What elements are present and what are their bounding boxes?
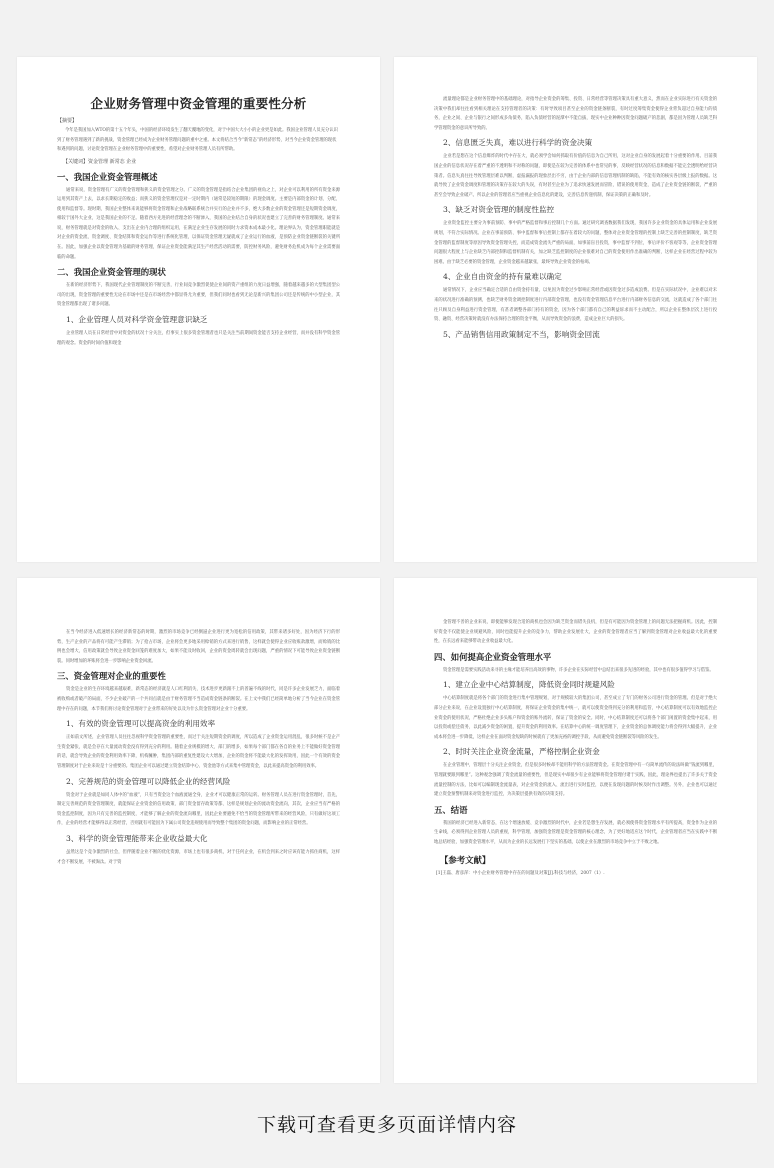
paragraph: 企业资金监控主要分为事前预防、事中的严格监督和事后控制几个方面。通过研究调查数据我们发现，我国许多企业资金的具体运用和企业发展规划，不符合实际情况。企业在事前预防、事中监督和事后控制上都存在着较大的问题，整体对企业资金管理的控制上缺乏完善的控制制度，缺乏资金管理的监督制度等原因导致资金管理失控，而造成资金流失严重的局面，如事前盲目投资，事中监督不到位，事后评价不客观等等，企业资金管理问题很大程度上与企业缺乏内部控制和监督机制有关，加之缺乏监控制度的企业很难对自己的资金使用作出准确的判断，这样企业在经营过程中较为困难。由于缺乏必要的资金管理，企业资金越来越紧张，最终导致企业资金的枯竭。 [434, 221, 717, 265]
paragraph: 正如前文所述，企业管理人员往往忽视科学资金管理的重要性，而过于关注短期资金的调度，所以造成了企业资金运用混乱，很多时候不是企产生资金紧张，就是会存在大量流动资金没有得到充分的利用。随着企业规模的增大、部门的增多，如果每个部门都在各自的业务上不能做好资金管理的话，就会导致企业的资金利用效率下降，机构臃肿，集团内部的重复性建设大大增加，企业的资金将不能最大化的发挥效用，因此一个有效的资金管理制度对于企业来说是十分重要的。集团企业可以通过建立资金结算中心、资金池等方式来集中管理资金，以此来提高资金的利用效率。 [57, 735, 340, 769]
paragraph: 在企业管理中，管理层十分关注企业资金，但是很多时候却不能用科学的方法管理资金。在资金管理中有一句简单流传的说法叫做“钱流到哪里，管理就要跟到哪里”。这种观念强调了资金流量的重要性，但是现实中却很少有企业能够将资金管理付诸于实践，因此，理论界也提出了许多关于资金流量控制的方法，比如可以编制现金流量表，对企业资金的流入、流出进行实时监控，以便在发现问题的时候及时作出调整。另外，企业也可以通过建立资金预警机制来对资金进行监控，为决策层提供有效的决策支持。 [434, 763, 717, 798]
paragraph: 流量理论都是企业财务管理中的基础理论，对指导企业资金的筹集、投资、日常经营等管理决策具有重大意义，然而在企业实际进行有关资金的决策中我们却往往看到相关理论在支持管理者的决策：有时导致项目甚至企业的资金链条断裂，有时过度筹集资金使得企业背负超过自身能力的债务，企业之间、企业与银行之间形成多角债务，陷入负债经营的泥潭中不能自拔，现实中企业种种因资金问题破产的悲剧，都是因为管理人员缺乏科学管理资金的意识所导致的。 [434, 97, 717, 131]
document-page-2 [394, 57, 757, 562]
abstract-text: 今年是我国加入WTO的第十五个年头，中国的经济环境发生了翻天覆地的变化，对于中国大大小小的企业更是如此。我国企业管理人员充分认识到了财务管理遇到了新的挑战，资金管理已经成为企业财务管理问题的重中之重。本文将结合当今“新常态”的经济形势，对当今企业资金管理的现状和遇到的问题，讨论资金管理在企业财务管理中的重要性，希望对企业财务管理人员有所帮助。 [57, 128, 338, 152]
paragraph: 资金对于企业就是如同人体中的“血液”，只有当资金这个血液流通全身，企业才可以健康正常的运转。财务管理人员在进行资金管理时，首先，制定完善规范的资金管理制度，就能保证企业资金的信用政策、部门资金留存政策等都、这样是规划企业的流动资金流向，其次，企业应当有严格的资金监控制度，因为只有完善的监控制度，才能够了解企业的资金流向哪里，因此企业要避免不恰当的资金管理所带来的经营风险，只有做好这项工作，企业的经营才能够得以正常经营，否则就有可能因为下属公司资金违规使用而导致整个集团的资金问题，而影响企业的正常经营。 [57, 792, 340, 827]
subsection-heading: 2、完善规范的资金管理可以降低企业的经营风险 [66, 776, 231, 786]
paragraph: 企业若是想在这个信息爆炸的时代中存在大，就必须学会如何抓取有价值的信息为自己所用，这对企业自身的发展起着十分重要的作用。目前我国企业的信息状况存在着严重的不透明和不对称的问题，即使是在较为完善的体系中也常见的事，反映经营状况的信息和数据不能完全透明给经营决策者。信息失真往往导致管理层难以判断，虚报漏报的现象层出不穷，由于企业内部的信息管理机制的缺陷，不能有效的核实各层级上报的数据。这就导致了企业资金调度和管理的决策存在较大的失误，有时甚至企业为了追求快速发展而冒险，错误的使用资金，造成了企业资金链的断裂，严重的甚至会导致企业破产。所以企业的管理者应当重视企业信息化的建设，完善信息传递机制，保证决策的正确和及时。 [434, 154, 717, 198]
subsection-heading: 2、信息匮乏失真，难以进行科学的资金决策 [443, 138, 593, 148]
paragraph: 通常来说，资金管理有广义的资金管理和狭义的资金管理之分。广义的资金管理是指结合企业集团的视角之上，对企业可以利用的所有资金来源运用到其资产上去，以求长期稳定的收益；而狭义的资金管理仅是对一定时期内（通常是较短的期限）的现金调度。主要是内部资金的计划、分配、使用和监督等。现时期，我国企业整体来说能够将资金管理和企业战略联系统合并实行的企业并不多，绝大多数企业的资金管理还是短期资金调度，相较于国外大企业，这是我国企业的不足。随着西方先进的经营理念的不断渗入，我国的企业结合自身的状况也建立了完善的财务管理制度。通常来说，财务管理就是对资金的收入、支出在企业内合理的组织运用，在满足企业生存发展的同时力求资本成本最小化。理论界认为，资金管理职能就是对企业的资金流、资金调度、资金结算和资金运作等进行系统化管理，以保证资金管理无疑就成了企业运行的血液，是预防企业资金链断裂的关键所在。因此，加强企业以资金管理为基础的财务管理，保证企业资金能满足其生产经营活动的需要，防控财务风险，避免财务危机成为每个企业需要面临的命题。 [57, 187, 340, 260]
document-page-3 [17, 578, 380, 1083]
paragraph: 通常情况下，企业应当确定合适的自由资金持有量，以免因为资金过少影响正常经营或因资金过多造成浪费。但是在实际状况中，企业难以对未来的状况进行准确的预测，也缺乏财务资金调控制度进行内部资金管理，也没有资金管理信息平台进行内部财务信息的交流，这就造成了各个部门往往只顾及自身利益进行资金管理，有甚者调整各部门持有的资金，因为各个部门都有自己的利益诉求而不主动配合，所以企业在整体层次上进行投资、融资、经营决策时就没有办法保持合理的资金平衡，从而导致资金的浪费，造成企业巨大的损失。 [434, 288, 717, 323]
paragraph: 资金是企业的生存环境越来越艰难，新常态的经济就是人口红利消失、技术进步更新跟不上的普遍不线的时代，同是许多企业发展乏力，面临着被收购或者破产的局面，不少企业破产的一个共同点就是由于财务管理不当造成资金链条的断裂。在上文中我们已经简单地分析了当今企业在资金管理中存在的问题，本节我们将讨论资金管理对于企业带来的好处以及为什么资金管理对企业十分重要。 [57, 687, 340, 712]
section-heading: 五、结语 [434, 804, 468, 815]
paragraph: 虽然这是个竞争激烈的社会，但伴随着企业不断的优化资源，市场上也有很多商机，对于任何企业，在机会到来之时应该有能力抓住商机，这样才会不断发展，不被淘汰。对于资 [57, 849, 340, 865]
subsection-heading: 5、产品销售信用政策制定不当，影响资金回流 [443, 329, 600, 339]
keywords: 【关键词】资金管理 新常态 企业 [63, 158, 137, 165]
document-title: 企业财务管理中资金管理的重要性分析 [90, 96, 307, 111]
paragraph: 在新的经济形势下，我国现代企业管理制度的不断完善，行业间竞争激烈促使企业间的资产重组的力度日益增强，随着越来越多的大型集团型公司的出现，资金管理的重要性无论在市场中还是在市场经营中都显得尤为重要，但我们同时也看到无论是新兴的集团公司还是传统的中小型企业，其资金管理都出现了诸多问题。 [57, 283, 340, 308]
subsection-heading: 1、建立企业中心结算制度，降低资金同时规避风险 [443, 680, 615, 690]
paragraph: 企业管理人员在日常经营中对资金的状况十分关注，但事实上很多资金管理者也只是关注当前期间资金能否支持企业经营，而并没有科学资金管理的观念。资金的时间价值和现金 [57, 331, 340, 346]
section-heading: 三、资金管理对企业的重要性 [57, 671, 166, 682]
references-heading: 【参考文献】 [440, 854, 491, 865]
abstract-label: 【摘要】 [57, 118, 78, 124]
document-page-1 [17, 57, 380, 562]
subsection-heading: 1、有效的资金管理可以提高资金的利用效率 [66, 719, 216, 729]
subsection-heading: 3、科学的资金管理能带来企业收益最大化 [66, 833, 208, 843]
section-heading: 四、如何提高企业资金管理水平 [434, 651, 552, 662]
download-caption: 下载可查看更多页面详情内容 [256, 1114, 517, 1136]
paragraph: 我国的经济已经进入新常态，在这个增速放缓、竞争激烈的时代中，企业若是想生存发展，就必须使得资金管理水平有所提高，资金作为企业的生命线，必须得到企业管理人员的重视，科学管理、加强资金管理是资金管理的核心理念，为了更好地适应这个时代，企业管理者应当在实践中不断地总结经验，加强资金管理水平，从而为企业的长远发展打下坚实的基础，以使企业在激烈的市场竞争中立于不败之地。 [434, 820, 717, 845]
paragraph: 在当今经济进入低速增长的经济新常态的时期，激烈的市场竞争已经倒逼企业进行更为宽松的信用政策，其带来诸多好处，因为经济下行的形势，生产企业的产品将有可能产生滞销；为了抢占市场，企业将会更多地采用赊销的方式来进行销售，这样就会使得企业应收账款激增，而赊销的比例也会增大，信用政策就会导致企业资金回笼的难度加大，如果不能及时收回，企业的资金周转就会出现问题，严重的情况下可能导致企业资金链断裂。同时增加的坏账将会进一步影响企业资金回流。 [57, 630, 340, 664]
document-page-4 [394, 578, 757, 1083]
subsection-heading: 2、时时关注企业资金流量，严格控制企业资金 [443, 747, 600, 757]
section-heading: 二、我国企业资金管理的现状 [57, 267, 166, 278]
paragraph: 中心结算制度就是将各个部门的资金进行集中管理规划，对于规模较大的集团公司，甚至成立了专门的财务公司进行资金的管理。但是对于绝大部分企业来说，在企业设置独行中心结算制度，将保证企业资金的集中统一，就可以使资金得到充分的利用和监管，中心结算制度可以有效地监控企业资金的使用状况，严格杜绝企业多头账户和资金的账外流转，保证了资金的安全。同时，中心结算制度还可以将各个部门闲置的资金集中起来，用以投资或偿还债务，以此减少资金的闲置，提升资金的利用效率。在结算中心的统一调度管理下，企业资金的总体调度能力将会得到大幅提升，企业成本将会进一步降低，这样企业在面对资金短缺的时候就有了更加充裕的调控手段，从而避免资金链断裂等风险的发生。 [434, 696, 717, 740]
section-heading: 一、我国企业资金管理概述 [57, 171, 158, 182]
paragraph: 金管理不善的企业来说，即使能够发现合适的商机也会因为缺乏资金而错失良机，但是有可能因为资金管理上的问题无法把握商机。因此，控制好资金不仅能使企业规避风险，同时也能提升企业的竞争力，帮助企业发展壮大，企业的资金管理者应当了解到资金管理对企业收益最大化的重要性，在长远看来能够带动企业收益最大化。 [434, 620, 717, 645]
subsection-heading: 1、企业管理人员对科学资金管理意识缺乏 [66, 315, 208, 325]
paragraph: 资金管理是需要实践活动来寻的主缘才能培养出高效的事物，许多企业在实际经营中总结出来很多先进的经验，其中也有很多值得学习与借鉴。 [443, 667, 714, 673]
subsection-heading: 3、缺乏对资金管理的制度性监控 [443, 205, 555, 215]
subsection-heading: 4、企业自由资金的持有量难以确定 [443, 272, 562, 282]
reference-item: [1]王磊、唐彦萍：中小企业财务管理中存在的问题及对策[J].科技与经济，2007（1）. [436, 870, 605, 876]
